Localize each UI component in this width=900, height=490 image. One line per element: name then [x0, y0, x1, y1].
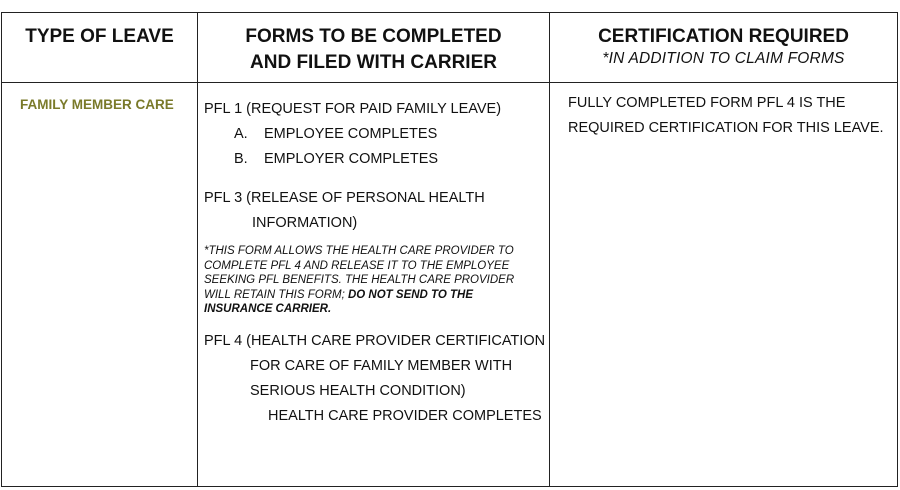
form-pfl3-line2: INFORMATION) — [252, 215, 358, 231]
header-row — [2, 13, 898, 83]
form-pfl4-line4: HEALTH CARE PROVIDER COMPLETES — [268, 407, 542, 424]
header-certification — [550, 13, 898, 83]
pfl3-note — [204, 244, 524, 317]
list-item-text: EMPLOYEE COMPLETES — [264, 126, 438, 142]
header-forms — [198, 13, 550, 83]
header-forms-line2: AND FILED WITH CARRIER — [250, 52, 497, 73]
header-type-of-leave — [2, 13, 198, 83]
pfl3-note-warning: DO NOT SEND TO THE INSURANCE CARRIER. — [204, 288, 474, 315]
list-item-text: EMPLOYER COMPLETES — [264, 151, 439, 167]
certification-line2: REQUIRED CERTIFICATION FOR THIS LEAVE. — [568, 120, 884, 136]
certification-line1: FULLY COMPLETED FORM PFL 4 IS THE — [568, 95, 846, 111]
leave-requirements-table — [1, 12, 898, 487]
certification-cell — [550, 83, 898, 487]
form-pfl4-line3: SERIOUS HEALTH CONDITION) — [250, 382, 466, 399]
form-pfl1-item — [204, 122, 549, 147]
header-certification-label: CERTIFICATION REQUIRED — [598, 26, 849, 47]
table-row — [2, 83, 898, 487]
form-pfl4-line2: FOR CARE OF FAMILY MEMBER WITH — [250, 357, 513, 374]
pfl3-note-text: *THIS FORM ALLOWS THE HEALTH CARE PROVIDER TO COMPLETE PFL 4 AND RELEASE IT TO THE EMPLOYEE SEEKING PFL BENEFITS. THE HEALTH CARE PROVIDER WILL RETAIN THIS FORM; — [204, 245, 515, 301]
list-marker: A. — [234, 126, 248, 142]
header-forms-line1: FORMS TO BE COMPLETED — [245, 26, 502, 47]
header-certification-subtitle: *IN ADDITION TO CLAIM FORMS — [602, 50, 845, 67]
header-type-of-leave-label: TYPE OF LEAVE — [25, 26, 174, 47]
form-pfl4-line1: PFL 4 (HEALTH CARE PROVIDER CERTIFICATION — [204, 332, 546, 349]
leave-type-label: FAMILY MEMBER CARE — [20, 97, 174, 112]
form-pfl1-item — [204, 147, 549, 172]
forms-cell — [198, 83, 550, 487]
leave-type-cell — [2, 83, 198, 487]
list-marker: B. — [234, 151, 248, 167]
form-pfl1: PFL 1 (REQUEST FOR PAID FAMILY LEAVE) — [204, 101, 502, 117]
form-pfl3-line1: PFL 3 (RELEASE OF PERSONAL HEALTH — [204, 190, 485, 206]
